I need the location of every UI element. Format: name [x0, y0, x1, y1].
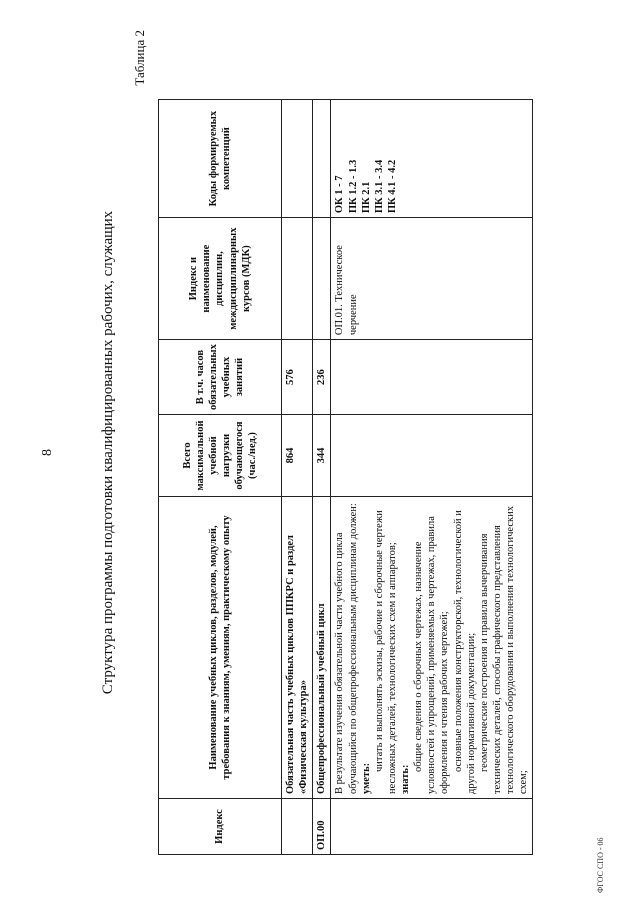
cell-mandatory: 576: [282, 340, 313, 415]
header-name: Наименование учебных циклов, разделов, модулей, требования к знаниям, умениям, практическому опыту: [159, 497, 282, 799]
competency-code: ПК 2.1: [360, 181, 372, 214]
cell-total: 344: [313, 415, 331, 497]
cell-codes: [331, 100, 533, 218]
cell-mandatory: 236: [313, 340, 331, 415]
cell-total: 864: [282, 415, 313, 497]
cell-total: [331, 415, 533, 497]
znat-item: геометрические построения и правила вычерчивания технических деталей, способы графического представления технологического оборудования и выполнения технологических схем;: [478, 506, 530, 794]
table-label: Таблица 2: [132, 30, 147, 86]
cell-codes: [282, 100, 313, 218]
structure-table: [158, 99, 533, 855]
znat-item: общие сведения о сборочных чертежах, назначение условностей и упрощений, применяемых в чертежах, правила оформления и чтения рабочих чертежей;: [413, 516, 451, 794]
table-row: [282, 100, 313, 855]
cell-codes: [313, 100, 331, 218]
requirements-intro: В результате изучения обязательной части учебного цикла обучающийся по общепрофессиональным дисциплинам должен:: [334, 503, 359, 794]
header-index: Индекс: [159, 799, 282, 855]
header-codes: Коды формируемых компетенций: [159, 100, 282, 218]
competency-code: ПК 1.2 - 1.3: [347, 159, 359, 214]
footer-code: ФГОС СПО - 06: [596, 837, 605, 893]
cell-mandatory: [331, 340, 533, 415]
header-mandatory: В т.ч. часов обязательных учебных занятий: [159, 340, 282, 415]
competency-code: ПК 3.1 - 3.4: [373, 159, 385, 214]
competency-code: ОК 1 - 7: [334, 175, 346, 214]
cell-requirements: [331, 497, 533, 799]
table-row: [313, 100, 331, 855]
table-row: [331, 100, 533, 855]
header-total: Всего максимальной учебной нагрузки обучающегося (час./нед.): [159, 415, 282, 497]
cell-discipline-op01: ОП.01. Техническое черчение: [331, 218, 533, 340]
cell-index: [282, 799, 313, 855]
competency-code: ПК 4.1 - 4.2: [386, 159, 398, 214]
header-disciplines: Индекс и наименование дисциплин, междисциплинарных курсов (МДК): [159, 218, 282, 340]
page-number: 8: [40, 449, 55, 456]
cell-disciplines: [313, 218, 331, 340]
cell-name: Обязательная часть учебных циклов ППКРС и раздел «Физическая культура»: [282, 497, 313, 799]
cell-disciplines: [282, 218, 313, 340]
table-header-row: [159, 100, 282, 855]
cell-index: [331, 799, 533, 855]
umet-label: уметь:: [360, 762, 372, 794]
cell-index: ОП.00: [313, 799, 331, 855]
document-title: Структура программы подготовки квалифицированных рабочих, служащих: [100, 210, 116, 695]
znat-item: основные положения конструкторской, технологической и другой нормативной документации;: [452, 510, 477, 794]
znat-label: знать:: [400, 764, 411, 794]
umet-text: читать и выполнять эскизы, рабочие и сборочные чертежи несложных деталей, технологических схем и аппаратов;: [373, 510, 398, 794]
cell-name: Общепрофессиональный учебный цикл: [313, 497, 331, 799]
